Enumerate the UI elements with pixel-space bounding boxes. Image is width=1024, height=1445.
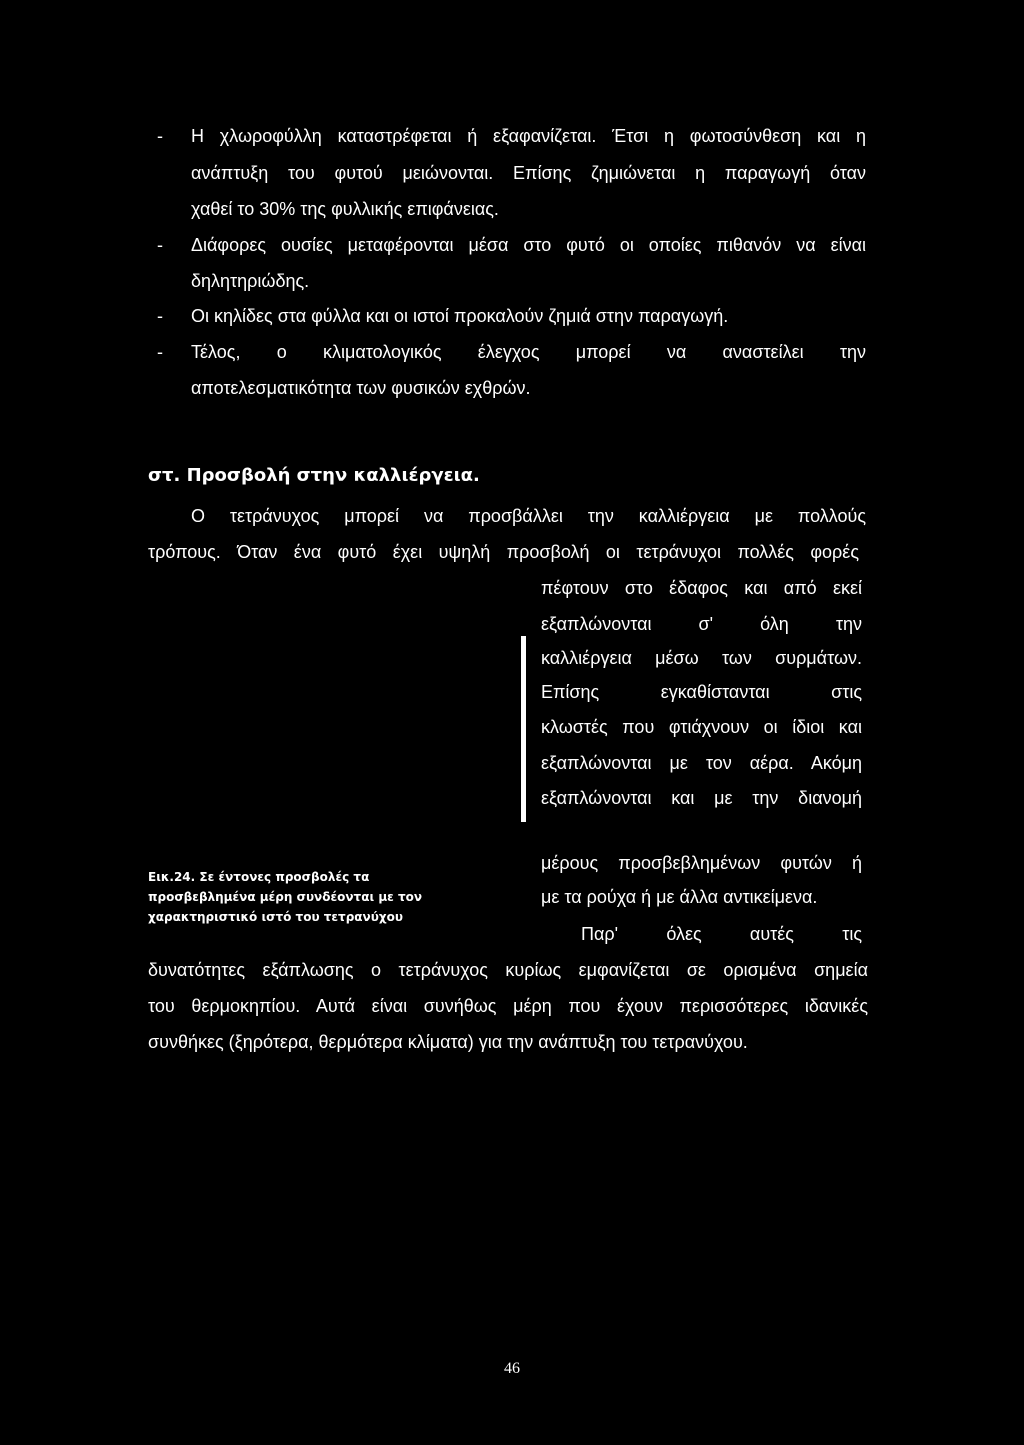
paragraph-2-line-3: συνθήκες (ξηρότερα, θερμότερα κλίματα) για την ανάπτυξη του τετρανύχου. [148,1032,748,1052]
column-line-1: πέφτουν στο έδαφος και από εκεί [541,578,862,598]
bullet-dash: - [157,126,163,146]
bullet-dash: - [157,342,163,362]
bullet-1-line-1: Η χλωροφύλλη καταστρέφεται ή εξαφανίζεται. Έτσι η φωτοσύνθεση και η [191,126,866,146]
column-line-4: Επίσης εγκαθίστανται στις [541,682,862,702]
column-line-10: Παρ' όλες αυτές τις [581,924,862,944]
bullet-2-line-2: δηλητηριώδης. [191,271,310,291]
column-line-3: καλλιέργεια μέσω των συρμάτων. [541,648,862,668]
figure-edge [521,636,526,822]
paragraph-1-line-1: Ο τετράνυχος μπορεί να προσβάλλει την καλλιέργεια με πολλούς [191,506,866,526]
bullet-2-line-1: Διάφορες ουσίες μεταφέρονται μέσα στο φυτό οι οποίες πιθανόν να είναι [191,235,866,255]
column-line-7: εξαπλώνονται και με την διανομή [541,788,862,808]
column-line-6: εξαπλώνονται με τον αέρα. Ακόμη [541,753,862,773]
bullet-1-line-3: χαθεί το 30% της φυλλικής επιφάνειας. [191,199,499,219]
bullet-dash: - [157,235,163,255]
column-line-9: με τα ρούχα ή με άλλα αντικείμενα. [541,887,818,907]
figure-caption-line-2: προσβεβλημένα μέρη συνδέονται με τον [148,890,423,904]
column-line-8: μέρους προσβεβλημένων φυτών ή [541,853,862,873]
page-number: 46 [504,1360,520,1377]
figure-caption-line-1: Εικ.24. Σε έντονες προσβολές τα [148,870,370,884]
bullet-3-line-1: Οι κηλίδες στα φύλλα και οι ιστοί προκαλούν ζημιά στην παραγωγή. [191,306,729,326]
column-line-2: εξαπλώνονται σ' όλη την [541,614,862,634]
paragraph-1-line-2: τρόπους. Όταν ένα φυτό έχει υψηλή προσβολή οι τετράνυχοι πολλές φορές [148,542,859,562]
paragraph-2-line-1: δυνατότητες εξάπλωσης ο τετράνυχος κυρίως εμφανίζεται σε ορισμένα σημεία [148,960,868,980]
figure-caption-line-3: χαρακτηριστικό ιστό του τετρανύχου [148,910,403,924]
column-line-5: κλωστές που φτιάχνουν οι ίδιοι και [541,717,862,737]
bullet-4-line-1: Τέλος, ο κλιματολογικός έλεγχος μπορεί να αναστείλει την [191,342,866,362]
bullet-1-line-2: ανάπτυξη του φυτού μειώνονται. Επίσης ζημιώνεται η παραγωγή όταν [191,163,866,183]
paragraph-2-line-2: του θερμοκηπίου. Αυτά είναι συνήθως μέρη που έχουν περισσότερες ιδανικές [148,996,868,1016]
bullet-dash: - [157,306,163,326]
bullet-4-line-2: αποτελεσματικότητα των φυσικών εχθρών. [191,378,531,398]
section-heading: στ. Προσβολή στην καλλιέργεια. [148,465,480,486]
